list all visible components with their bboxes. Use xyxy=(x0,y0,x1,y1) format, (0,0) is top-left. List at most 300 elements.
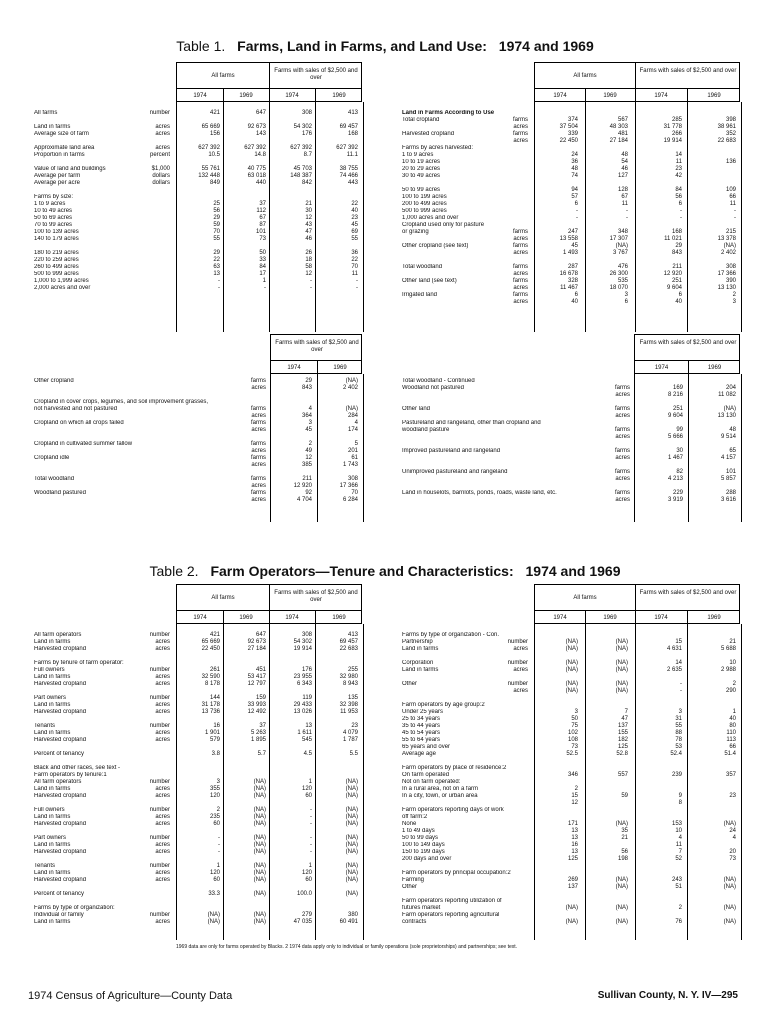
row-value: 5 666 xyxy=(667,434,683,440)
table-row xyxy=(402,765,740,772)
row-value: 15 xyxy=(675,639,682,645)
row-value: 390 xyxy=(725,278,736,284)
row-value: - xyxy=(310,814,312,820)
row-value: 4 079 xyxy=(342,730,358,736)
row-label: contracts xyxy=(402,919,427,925)
row-value: 8 216 xyxy=(667,392,683,398)
row-value: 80 xyxy=(729,723,736,729)
row-unit: acres xyxy=(155,786,170,792)
row-value: (NA) xyxy=(253,870,266,876)
table-row xyxy=(34,849,362,856)
row-value: 239 xyxy=(671,772,682,778)
row-value: 346 xyxy=(567,772,578,778)
row-value: 13 xyxy=(571,849,578,855)
table-row xyxy=(402,264,740,271)
row-label: 140 to 179 acres xyxy=(34,236,79,242)
row-value: 47 xyxy=(621,716,628,722)
row-value: 13 130 xyxy=(717,285,736,291)
year-1969: 1969 xyxy=(333,365,347,371)
table-row xyxy=(402,166,740,173)
table2-footnote: 1969 data are only for farms operated by Blacks. 2 1974 data apply only to individual or family operations (sole proprietorships) and partnerships; see text. xyxy=(176,944,518,950)
table1-lower-right-panel xyxy=(402,378,740,522)
table-row xyxy=(402,385,740,392)
row-value: 17 307 xyxy=(609,236,628,242)
row-value: 46 xyxy=(621,166,628,172)
row-value: 70 xyxy=(351,264,358,270)
row-value: 58 xyxy=(305,264,312,270)
table2-years: 1974 and 1969 xyxy=(525,563,621,579)
row-value: (NA) xyxy=(345,814,358,820)
table-row xyxy=(34,462,362,469)
row-value: 40 775 xyxy=(247,166,266,172)
row-value: 348 xyxy=(617,229,628,235)
row-value: 4 xyxy=(308,406,312,412)
row-value: 70 xyxy=(351,490,358,496)
row-value: 60 xyxy=(305,793,312,799)
table-row xyxy=(34,919,362,926)
row-value: 2 402 xyxy=(342,385,358,391)
row-value: 125 xyxy=(617,744,628,750)
row-label: Average age xyxy=(402,751,436,757)
row-value: 22 xyxy=(213,257,220,263)
row-unit: acres xyxy=(155,709,170,715)
row-label: Woodland pastured xyxy=(34,490,86,496)
row-value: 55 xyxy=(351,236,358,242)
row-value: 11 xyxy=(351,271,358,277)
row-value: (NA) xyxy=(207,912,220,918)
table-row xyxy=(402,448,740,455)
row-value: 69 xyxy=(351,229,358,235)
row-value: 168 xyxy=(347,131,358,137)
table-row xyxy=(402,117,740,124)
row-label: 10 to 49 acres xyxy=(34,208,73,214)
row-value: 144 xyxy=(209,695,220,701)
row-value: 120 xyxy=(301,786,312,792)
row-value: 22 450 xyxy=(201,646,220,652)
row-value: 5.7 xyxy=(257,751,266,757)
row-value: 102 xyxy=(567,730,578,736)
table-row xyxy=(34,772,362,779)
year-1969: 1969 xyxy=(332,615,346,621)
row-label: All farms xyxy=(34,110,58,116)
row-value: (NA) xyxy=(253,912,266,918)
row-label: 70 to 99 acres xyxy=(34,222,73,228)
row-value: 29 xyxy=(213,250,220,256)
head-sales: Farms with sales of $2,500 and over xyxy=(639,340,737,346)
row-value: (NA) xyxy=(615,667,628,673)
row-value: 73 xyxy=(259,236,266,242)
row-value: 13 736 xyxy=(201,709,220,715)
row-value: - xyxy=(264,285,266,291)
table1-name: Farms, Land in Farms, and Land Use: xyxy=(237,38,487,54)
row-label: Farms by type of organization: xyxy=(34,905,115,911)
table-row xyxy=(402,688,740,695)
row-value: 1 901 xyxy=(204,730,220,736)
table-row xyxy=(34,863,362,870)
table-row xyxy=(34,124,362,131)
row-value: 75 xyxy=(571,723,578,729)
row-value: - xyxy=(310,835,312,841)
row-unit: acres xyxy=(251,427,266,433)
table-row xyxy=(402,208,740,215)
row-value: 53 xyxy=(675,744,682,750)
row-value: 247 xyxy=(567,229,578,235)
table-row xyxy=(402,173,740,180)
row-value: 6 xyxy=(624,299,628,305)
row-label: Harvested cropland xyxy=(34,793,87,799)
row-value: 211 xyxy=(672,264,682,270)
row-value: 5 857 xyxy=(720,476,736,482)
row-label: Full owners xyxy=(34,807,65,813)
row-unit: acres xyxy=(513,285,528,291)
head-all-farms: All farms xyxy=(211,595,235,601)
row-value: 109 xyxy=(725,187,736,193)
row-label: Percent of tenancy xyxy=(34,891,85,897)
row-label: 1 to 49 days xyxy=(402,828,435,834)
row-value: (NA) xyxy=(345,779,358,785)
row-value: 78 xyxy=(675,737,682,743)
row-unit: farms xyxy=(513,131,528,137)
row-value: 82 xyxy=(676,469,683,475)
row-value: 19 914 xyxy=(293,646,312,652)
row-value: 54 302 xyxy=(293,639,312,645)
row-value: 243 xyxy=(671,877,682,883)
row-value: - xyxy=(626,208,628,214)
row-value: 285 xyxy=(671,117,682,123)
row-label: Percent of tenancy xyxy=(34,751,85,757)
row-value: 45 703 xyxy=(293,166,312,172)
row-label: Harvested cropland xyxy=(34,646,87,652)
table-row xyxy=(402,434,740,441)
row-value: 40 xyxy=(351,208,358,214)
row-value: 38 755 xyxy=(339,166,358,172)
row-unit: farms xyxy=(513,243,528,249)
row-value: 7 xyxy=(624,709,628,715)
row-value: 56 xyxy=(213,208,220,214)
table-row xyxy=(402,229,740,236)
table1-right-panel xyxy=(402,110,740,332)
row-value: 374 xyxy=(567,117,578,123)
row-unit: acres xyxy=(155,124,170,130)
row-value: 355 xyxy=(209,786,220,792)
row-value: 136 xyxy=(725,159,736,165)
table-row xyxy=(402,737,740,744)
year-1974: 1974 xyxy=(193,615,207,621)
year-1969: 1969 xyxy=(603,615,617,621)
row-value: 33.3 xyxy=(208,891,220,897)
row-value: 25 xyxy=(213,201,220,207)
row-value: 31 778 xyxy=(663,124,682,130)
row-label: 10 to 19 acres xyxy=(402,159,441,165)
table-row xyxy=(402,632,740,639)
row-value: 2 xyxy=(216,807,220,813)
row-value: 6 xyxy=(678,201,682,207)
table-row xyxy=(34,476,362,483)
row-value: 3 xyxy=(732,299,736,305)
row-value: 66 xyxy=(729,744,736,750)
row-value: 413 xyxy=(347,632,358,638)
row-value: 18 070 xyxy=(609,285,628,291)
table-row xyxy=(402,392,740,399)
table-row xyxy=(402,159,740,166)
row-value: 13 xyxy=(305,723,312,729)
row-value: (NA) xyxy=(565,905,578,911)
table-row xyxy=(402,441,740,448)
row-value: 849 xyxy=(209,180,220,186)
row-unit: number xyxy=(507,681,528,687)
row-value: (NA) xyxy=(345,378,358,384)
row-value: 54 xyxy=(621,159,628,165)
table1-title xyxy=(0,38,770,54)
table-row xyxy=(402,639,740,646)
head-all-farms: All farms xyxy=(573,73,597,79)
row-value: 33 xyxy=(259,257,266,263)
table-row xyxy=(34,688,362,695)
row-value: 647 xyxy=(255,110,266,116)
row-label: Land in Farms According to Use xyxy=(402,110,495,116)
table-row xyxy=(34,497,362,504)
table-row xyxy=(402,912,740,919)
row-value: 13 xyxy=(571,828,578,834)
table-row xyxy=(402,194,740,201)
row-value: 24 xyxy=(571,152,578,158)
row-value: 33 993 xyxy=(247,702,266,708)
row-value: 10 xyxy=(675,828,682,834)
row-value: (NA) xyxy=(345,807,358,813)
row-value: (NA) xyxy=(723,877,736,883)
row-value: 32 980 xyxy=(339,674,358,680)
row-value: 73 xyxy=(571,744,578,750)
row-value: (NA) xyxy=(345,793,358,799)
table1-lower-left-header xyxy=(270,334,362,374)
row-unit: acres xyxy=(615,413,630,419)
row-value: - xyxy=(626,215,628,221)
row-value: 67 xyxy=(259,215,266,221)
row-value: 12 xyxy=(305,455,312,461)
row-value: (NA) xyxy=(253,807,266,813)
row-label: Total woodland xyxy=(34,476,75,482)
row-label: Land in farms xyxy=(34,814,71,820)
row-value: 4 631 xyxy=(666,646,682,652)
table-row xyxy=(402,667,740,674)
row-unit: acres xyxy=(251,497,266,503)
row-label: not harvested and not pastured xyxy=(34,406,118,412)
row-label: Individual or family xyxy=(34,912,84,918)
table-row xyxy=(34,905,362,912)
table-row xyxy=(402,919,740,926)
row-label: Harvested cropland xyxy=(34,681,87,687)
row-unit: farms xyxy=(615,469,630,475)
table-row xyxy=(34,173,362,180)
table-row xyxy=(34,434,362,441)
table-row xyxy=(34,427,362,434)
row-value: 12 492 xyxy=(247,709,266,715)
table-row xyxy=(34,420,362,427)
table-row xyxy=(34,793,362,800)
row-value: 55 761 xyxy=(201,166,220,172)
row-label: Part owners xyxy=(34,695,67,701)
row-value: 32 398 xyxy=(339,702,358,708)
row-value: 51 xyxy=(675,884,682,890)
row-value: (NA) xyxy=(345,849,358,855)
table-row xyxy=(402,681,740,688)
table-row xyxy=(34,786,362,793)
row-value: 30 xyxy=(305,208,312,214)
table-row xyxy=(34,131,362,138)
row-value: 308 xyxy=(347,476,358,482)
row-value: 4 xyxy=(354,420,358,426)
row-value: (NA) xyxy=(253,919,266,925)
row-value: 627 392 xyxy=(198,145,220,151)
row-label: Unimproved pastureland and rangeland xyxy=(402,469,508,475)
row-label: 1 to 9 acres xyxy=(34,201,66,207)
row-value: 229 xyxy=(672,490,683,496)
row-label: 50 to 99 days xyxy=(402,835,439,841)
table-row xyxy=(402,814,740,821)
row-value: 31 178 xyxy=(201,702,220,708)
row-unit: farms xyxy=(615,406,630,412)
row-unit: number xyxy=(149,695,170,701)
row-value: 73 xyxy=(729,856,736,862)
row-label: Black and other races, see text - xyxy=(34,765,121,771)
row-label: 150 to 199 days xyxy=(402,849,445,855)
row-unit: acres xyxy=(155,849,170,855)
table-row xyxy=(402,138,740,145)
year-1969: 1969 xyxy=(332,93,346,99)
row-value: 120 xyxy=(301,870,312,876)
table-row xyxy=(34,681,362,688)
row-value: 69 457 xyxy=(339,639,358,645)
row-value: (NA) xyxy=(345,821,358,827)
row-value: 156 xyxy=(209,131,220,137)
table-row xyxy=(402,462,740,469)
table-row xyxy=(34,159,362,166)
row-value: 20 xyxy=(729,849,736,855)
row-value: 476 xyxy=(617,264,628,270)
table-row xyxy=(402,413,740,420)
footer-county-page: Sullivan County, N. Y. IV—295 xyxy=(597,990,738,1001)
row-value: 251 xyxy=(672,406,683,412)
table-row xyxy=(402,215,740,222)
row-unit: farms xyxy=(615,490,630,496)
row-value: 308 xyxy=(301,632,312,638)
row-label: Full owners xyxy=(34,667,65,673)
row-value: 57 xyxy=(571,194,578,200)
row-value: 23 xyxy=(351,215,358,221)
row-unit: acres xyxy=(615,455,630,461)
row-value: 11 467 xyxy=(560,285,578,291)
row-value: 84 xyxy=(259,264,266,270)
row-label: Average per acre xyxy=(34,180,80,186)
row-value: 55 xyxy=(675,723,682,729)
row-value: - xyxy=(218,835,220,841)
row-value: 35 xyxy=(621,828,628,834)
row-label: Farm operators reporting days of work xyxy=(402,807,504,813)
row-value: - xyxy=(680,215,682,221)
row-value: 92 xyxy=(305,490,312,496)
table-row xyxy=(34,399,362,406)
row-unit: acres xyxy=(155,730,170,736)
table2-left-header xyxy=(176,584,362,624)
row-value: 60 xyxy=(213,877,220,883)
row-unit: acres xyxy=(251,483,266,489)
row-value: 11 xyxy=(621,201,628,207)
row-unit: farms xyxy=(251,490,266,496)
row-unit: number xyxy=(149,835,170,841)
row-unit: farms xyxy=(615,427,630,433)
row-value: 94 xyxy=(571,187,578,193)
row-value: 45 xyxy=(305,427,312,433)
table-row xyxy=(34,737,362,744)
row-value: - xyxy=(734,215,736,221)
table-row xyxy=(402,779,740,786)
row-label: Other xyxy=(402,884,418,890)
row-value: (NA) xyxy=(723,919,736,925)
table-row xyxy=(402,856,740,863)
table-row xyxy=(34,469,362,476)
row-value: 16 xyxy=(213,723,220,729)
row-value: 65 669 xyxy=(201,639,220,645)
table-row xyxy=(34,751,362,758)
row-value: 6 xyxy=(574,292,578,298)
row-value: 52.4 xyxy=(670,751,682,757)
row-value: 11 xyxy=(729,201,736,207)
row-value: 70 xyxy=(213,229,220,235)
table-row xyxy=(402,292,740,299)
row-value: 32 590 xyxy=(201,674,220,680)
row-unit: acres xyxy=(615,392,630,398)
table-row xyxy=(402,709,740,716)
row-label: Farm operators reporting utilization of xyxy=(402,898,502,904)
row-value: 10 xyxy=(729,660,736,666)
row-value: 22 xyxy=(351,201,358,207)
row-value: (NA) xyxy=(615,688,628,694)
row-value: 6 343 xyxy=(296,681,312,687)
year-1969: 1969 xyxy=(707,615,721,621)
table-row xyxy=(402,828,740,835)
row-value: 1 xyxy=(732,709,736,715)
table-row xyxy=(402,299,740,306)
row-value: 100.0 xyxy=(296,891,312,897)
row-value: 11.1 xyxy=(346,152,358,158)
table-row xyxy=(34,765,362,772)
row-value: 421 xyxy=(209,632,220,638)
row-label: 100 to 199 acres xyxy=(402,194,447,200)
row-value: 5.5 xyxy=(349,751,358,757)
row-value: 137 xyxy=(617,723,628,729)
table-row xyxy=(34,856,362,863)
head-sales: Farms with sales of $2,500 and over xyxy=(274,68,358,81)
row-unit: farms xyxy=(251,406,266,412)
table-row xyxy=(402,849,740,856)
row-label: 1 to 9 acres xyxy=(402,152,434,158)
row-unit: farms xyxy=(513,264,528,270)
row-value: 627 392 xyxy=(244,145,266,151)
row-unit: acres xyxy=(155,646,170,652)
row-value: 127 xyxy=(617,173,628,179)
table-row xyxy=(402,793,740,800)
table-row xyxy=(34,264,362,271)
table-row xyxy=(34,639,362,646)
row-unit: acres xyxy=(155,821,170,827)
row-unit: farms xyxy=(513,117,528,123)
table2-left-panel xyxy=(34,632,362,940)
row-unit: acres xyxy=(513,236,528,242)
row-label: In a rural area, not on a farm xyxy=(402,786,479,792)
row-label: Under 25 years xyxy=(402,709,444,715)
row-value: (NA) xyxy=(253,821,266,827)
row-unit: acres xyxy=(513,250,528,256)
